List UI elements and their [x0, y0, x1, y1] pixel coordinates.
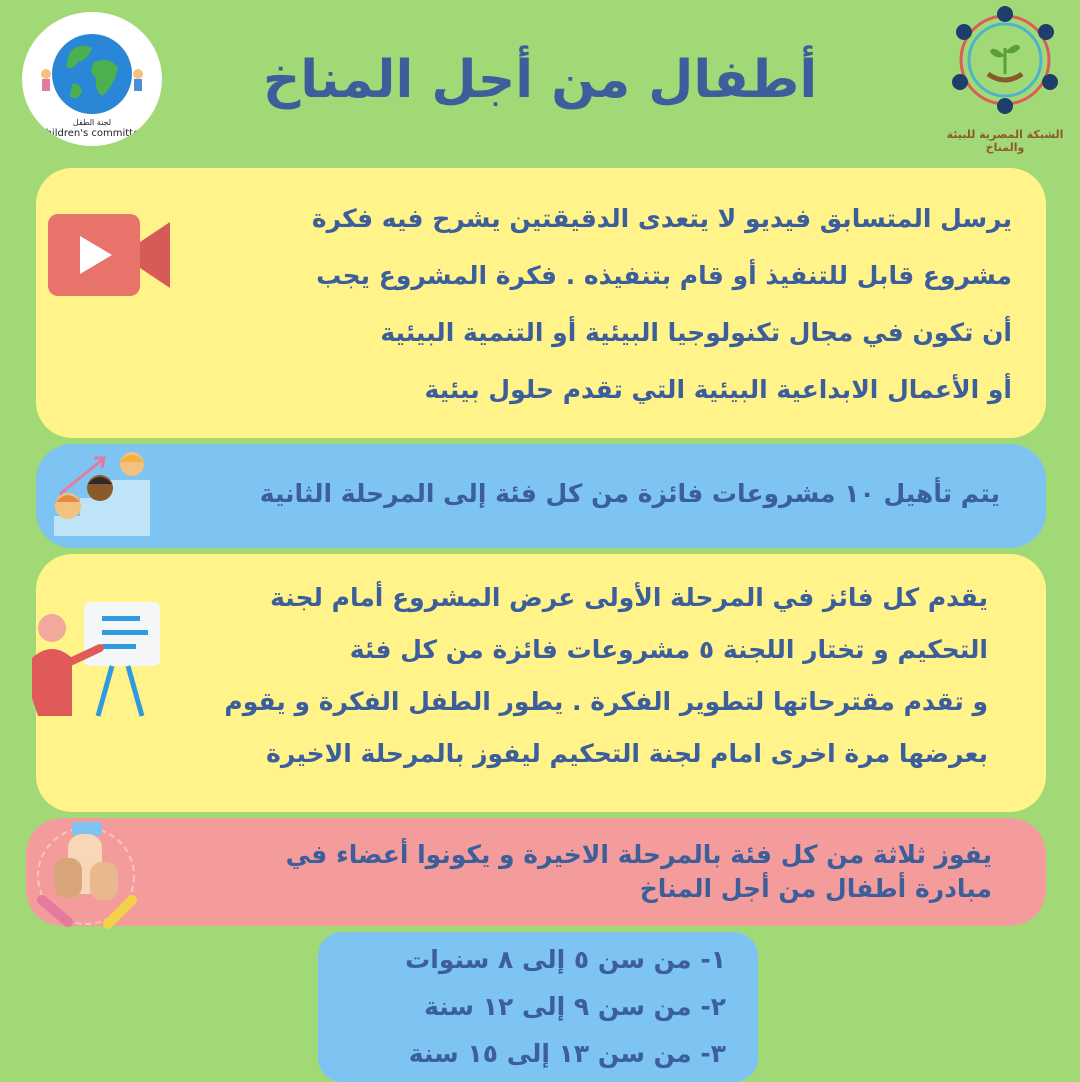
- info-card-presentation: [36, 554, 1046, 812]
- card-text-line: و تقدم مقترحاتها لتطوير الفكرة . يطور الطفل الفكرة و يقوم: [224, 687, 988, 716]
- logo-caption-arabic: لجنة الطفل: [72, 118, 112, 127]
- card-text-line: مشروع قابل للتنفيذ أو قام بتنفيذه . فكرة المشروع يجب: [316, 261, 1012, 290]
- growth-people-icon: [50, 446, 154, 542]
- video-camera-icon: [46, 212, 172, 298]
- egyptian-network-logo: [930, 0, 1080, 154]
- childrens-committee-logo: [22, 12, 162, 146]
- logo-caption-arabic: الشبكة المصرية للبيئة والمناخ: [946, 128, 1064, 154]
- hands-together-icon: [32, 818, 142, 932]
- card-text-line: أو الأعمال الابداعية البيئية التي تقدم حلول بيئية: [424, 375, 1012, 404]
- plant-in-hands-network-icon: [930, 0, 1080, 128]
- card-text-line: أن تكون في مجال تكنولوجيا البيئية أو التنمية البيئية: [380, 318, 1012, 347]
- info-card-qualification: [36, 444, 1046, 548]
- presentation-icon: [30, 598, 164, 720]
- list-item: ٢- من سن ٩ إلى ١٢ سنة: [424, 992, 726, 1021]
- card-text-line: بعرضها مرة اخرى امام لجنة التحكيم ليفوز بالمرحلة الاخيرة: [266, 739, 988, 768]
- card-text-line: التحكيم و تختار اللجنة ٥ مشروعات فائزة من كل فئة: [349, 635, 988, 664]
- logo-caption-english: Children's committee: [38, 128, 146, 139]
- card-text-line: يقدم كل فائز في المرحلة الأولى عرض المشروع أمام لجنة: [270, 583, 988, 612]
- info-card-winners: [26, 818, 1046, 926]
- info-card-video-submission: [36, 168, 1046, 438]
- list-item: ١- من سن ٥ إلى ٨ سنوات: [405, 945, 726, 974]
- age-groups-list: [318, 932, 758, 1082]
- card-text-line: يتم تأهيل ١٠ مشروعات فائزة من كل فئة إلى المرحلة الثانية: [259, 479, 1000, 508]
- card-text-line: مبادرة أطفال من أجل المناخ: [639, 874, 992, 903]
- list-item: ٣- من سن ١٣ إلى ١٥ سنة: [408, 1039, 726, 1068]
- card-text-line: يفوز ثلاثة من كل فئة بالمرحلة الاخيرة و يكونوا أعضاء في: [285, 840, 992, 869]
- card-text-line: يرسل المتسابق فيديو لا يتعدى الدقيقتين يشرح فيه فكرة: [311, 204, 1012, 233]
- page-title: أطفال من أجل المناخ: [262, 50, 818, 110]
